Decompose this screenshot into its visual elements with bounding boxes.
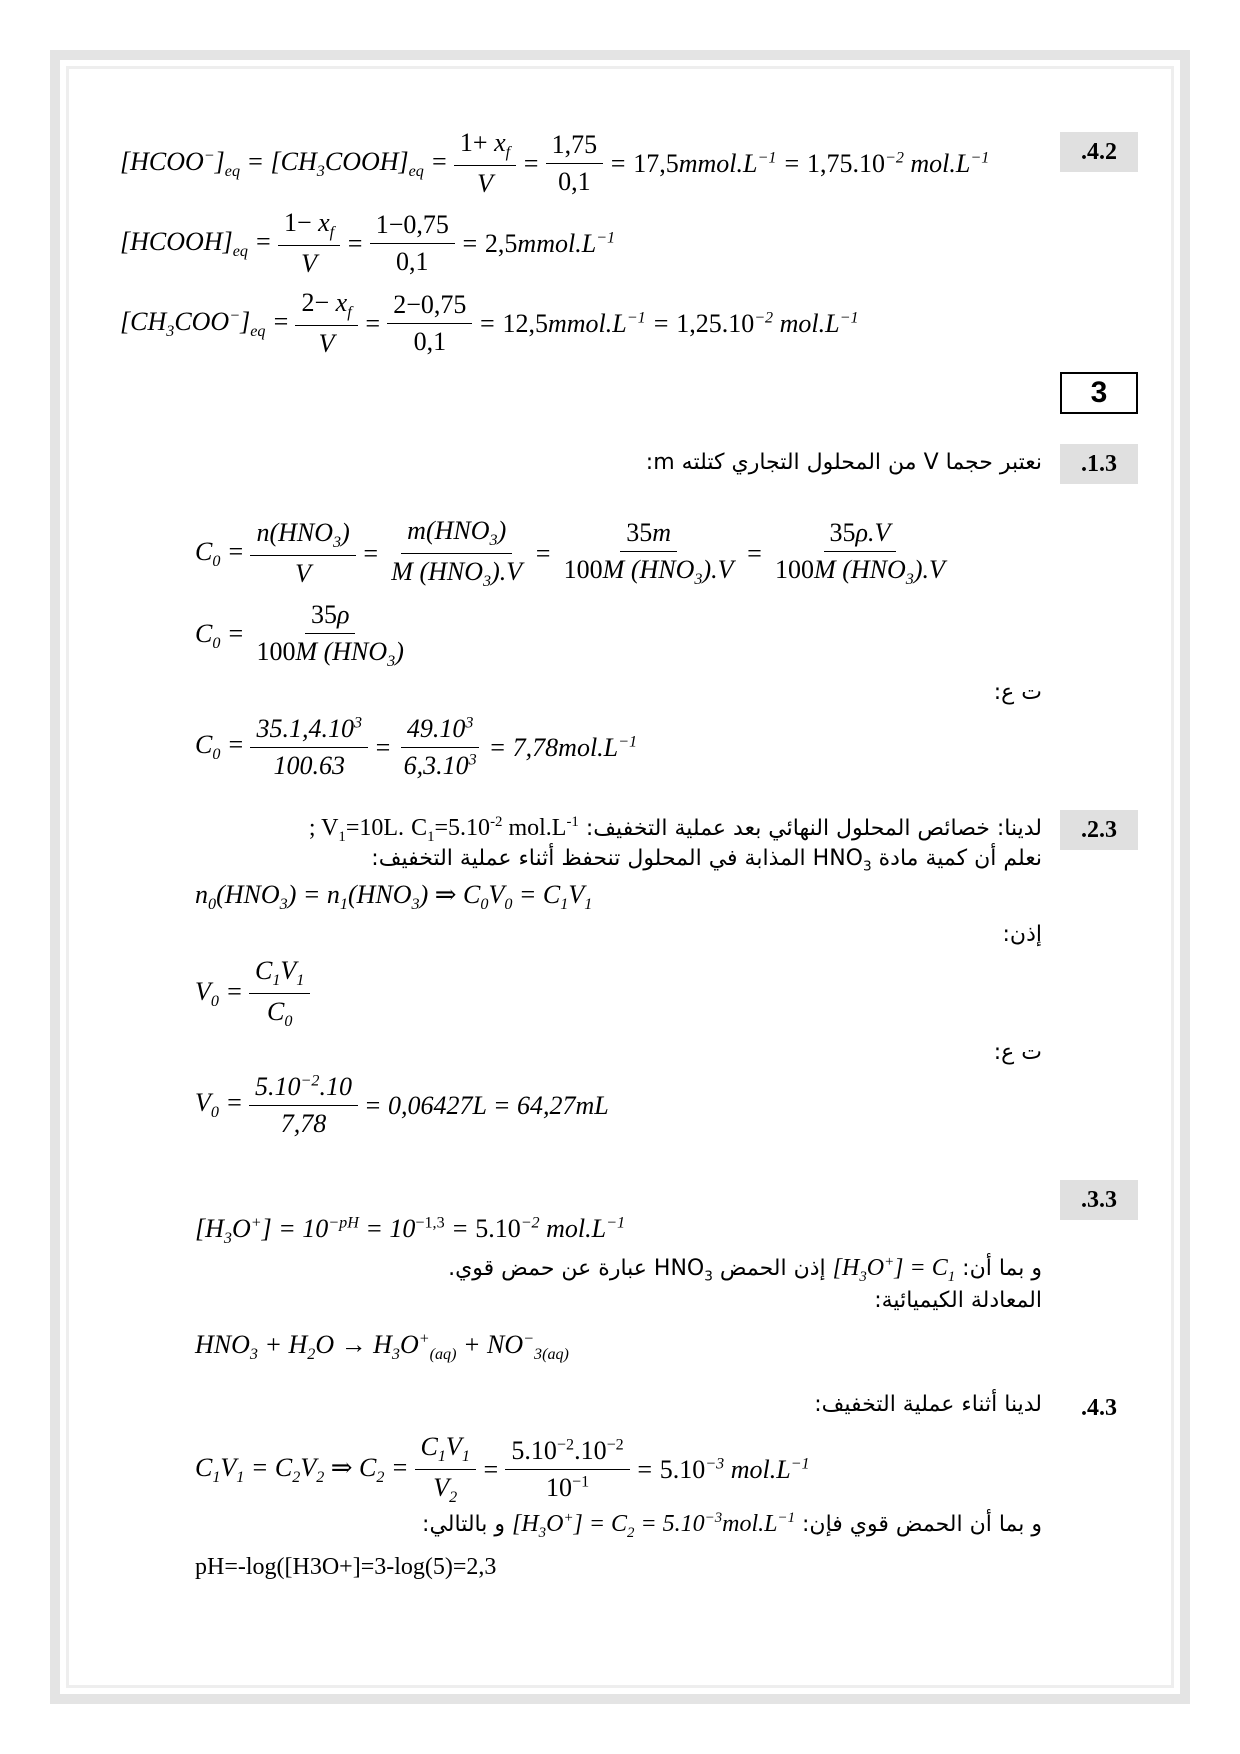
eq-4-2-line3: $[CH_3COO^-]_{eq}$ = $\frac{2- x_f}{V}$ = $\frac{2-0,75}{0,1}$ = $12,5mmol.L^{-1} = 1,25.10^{-2}$ $mol.L^{-1}$ [120,288,859,359]
eq-4-2-line1: $[HCOO^-]_{eq}$ = $[CH_3COOH]_{eq}$ = $\frac{1+ x_f}{V}$ = $\frac{1,75}{0,1}$ = $17,5mmol.L^{-1} = 1,75.10^{-2}$ $mol.L^{-1}$ [120,128,990,199]
section-tag-2-3: .2.3 [1060,810,1138,850]
chem-eq-label: المعادلة الكيميائية: [874,1288,1042,1313]
s23-line2: نعلم أن كمية مادة $HNO_3$ المذابة في المحلول تنحفظ أثناء عملية التخفيف: [371,846,1042,875]
eq-v0-numeric: $V_0$ = $\frac{5.10^{-2}.10}{7,78}$ = 0,06427L = 64,27mL [195,1072,609,1138]
part-number-box: 3 [1060,372,1138,414]
eq-chemical-reaction: $HNO_3 + H_2O \to H_3O^+_{(aq)} + NO^-_{3(aq)}$ [195,1330,569,1364]
numeric-app-label-1: ت ع: [993,680,1042,705]
s33-strong-acid-line: و بما أن: $[H_3O^+] = C_1$ إذن الحمض $HNO_3$ عبارة عن حمض قوي. [448,1254,1042,1285]
eq-dilution-conservation: $n_0(HNO_3) = n_1(HNO_3)$ ⇒ $C_0V_0 = C_1V_1$ [195,880,593,914]
eq-4-2-line2: $[HCOOH]_{eq}$ = $\frac{1- x_f}{V}$ = $\frac{1-0,75}{0,1}$ = $2,5mmol.L^{-1}$ [120,208,616,279]
numeric-app-label-2: ت ع: [993,1040,1042,1065]
idhan-label: إذن: [1002,922,1042,947]
section-tag-4-3: .4.3 [1081,1395,1117,1421]
section-tag-4-2: .4.2 [1060,132,1138,172]
section-tag-3-3: .3.3 [1060,1180,1138,1220]
s43-strong-acid-line: و بما أن الحمض قوي فإن: $[H_3O^+] = C_2 = 5.10^{-3}mol.L^{-1}$ و بالتالي: [422,1510,1042,1541]
eq-c0-formula: $C_0$ = $\frac{35\rho}{100M (HNO_3)}$ [195,600,404,671]
s23-line1: لدينا: خصائص المحلول النهائي بعد عملية التخفيف: $C_1=5.10^{-2}$ $mol.L^{-1}$ ; $V_1=10L$. [308,814,1042,845]
ph-result: pH=-log([H3O+]=3-log(5)=2,3 [195,1554,497,1580]
s13-intro-text: نعتبر حجما V من المحلول التجاري كتلته m: [645,450,1042,475]
eq-h3o-ph: $[H_3O^+] = 10^{-pH} = 10^{-1,3} = 5.10^{-2}$ $mol.L^{-1}$ [195,1214,626,1248]
section-tag-1-3: .1.3 [1060,444,1138,484]
s43-intro: لدينا أثناء عملية التخفيف: [814,1392,1042,1417]
eq-c0-numeric: $C_0$ = $\frac{35.1,4.10^3}{100.63}$ = $\frac{49.10^3}{6,3.10^3}$ = $7,78mol.L^{-1}$ [195,714,638,780]
eq-v0-formula: $V_0$ = $\frac{C_1V_1}{C_0}$ [195,956,316,1031]
eq-c0-derivation: $C_0$ = $\frac{n(HNO_3)}{V}$ = $\frac{m(HNO_3)}{M (HNO_3).V}$ = $\frac{35m}{100M (HNO_3).V}$ = $\frac{35\rho.V}{100M (HNO_3).V}$ [195,516,945,591]
eq-c2-dilution: $C_1V_1 = C_2V_2$ ⇒ $C_2$ = $\frac{C_1V_1}{V_2}$ = $\frac{5.10^{-2}.10^{-2}}{10^{-1}}$ = $5.10^{-3}$ $mol.L^{-1}$ [195,1432,810,1507]
